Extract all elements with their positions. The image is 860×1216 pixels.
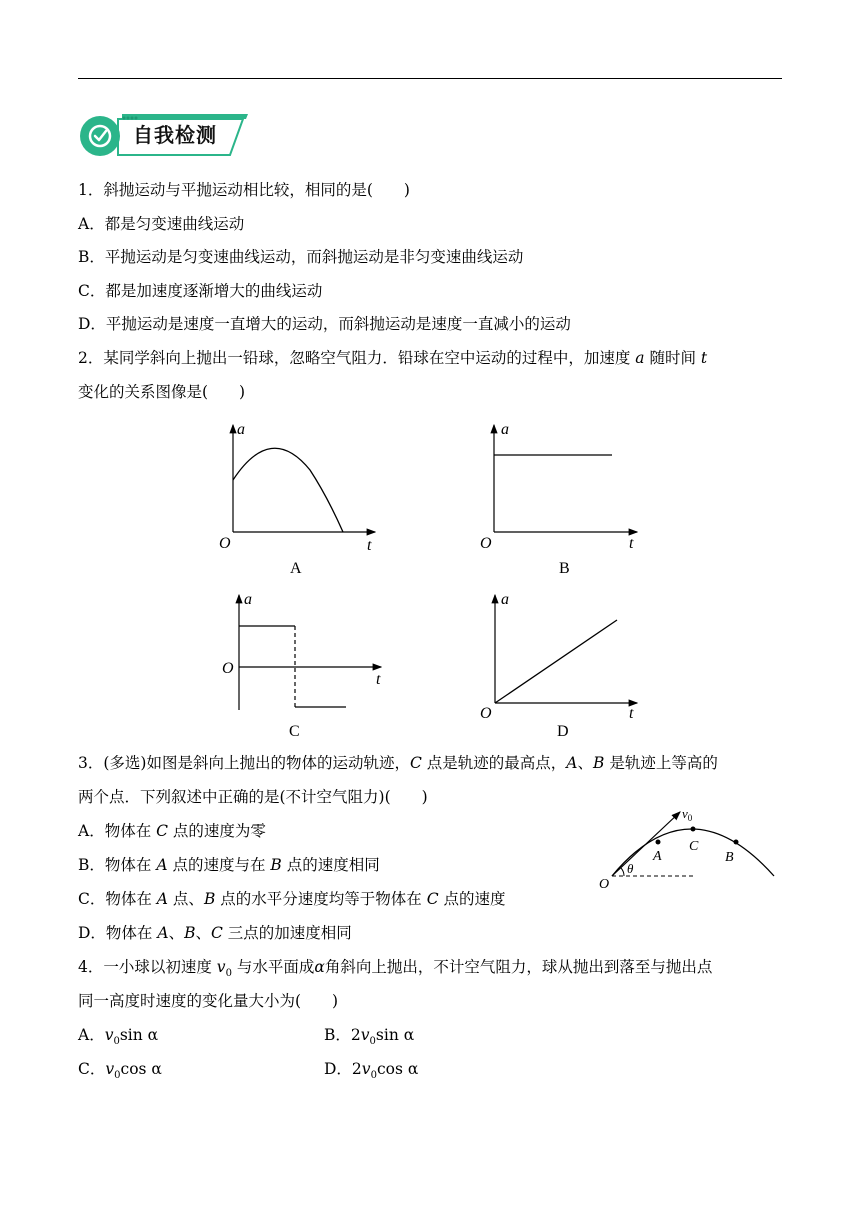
graph-a-caption: A	[290, 560, 302, 577]
graph-b-x-label: t	[629, 535, 634, 552]
q1-stem: 1．斜抛运动与平抛运动相比较，相同的是( )	[78, 181, 410, 199]
graph-d-caption: D	[557, 723, 569, 740]
graph-c-y-label: a	[244, 591, 252, 608]
q1-option-d: D．平抛运动是速度一直增大的运动，而斜抛运动是速度一直减小的运动	[78, 315, 571, 333]
point-c-label: C	[689, 839, 699, 854]
theta-label: θ	[627, 861, 634, 876]
graph-d	[477, 590, 647, 745]
q4-option-a: A．$v_0\sin$ α	[78, 1026, 159, 1048]
graph-d-origin: O	[480, 705, 492, 722]
q3-option-c: C．物体在 A 点、B 点的水平分速度均等于物体在 C 点的速度	[78, 890, 506, 908]
q4-option-d: D．$2v_0\cos$ α	[324, 1060, 419, 1082]
point-a-label: A	[653, 849, 662, 864]
q3-option-b: B．物体在 A 点的速度与在 B 点的速度相同	[78, 856, 380, 874]
graph-c-origin: O	[222, 660, 234, 677]
q3-stem-line2: 两个点．下列叙述中正确的是(不计空气阻力)( )	[78, 788, 428, 806]
graph-b-y-label: a	[501, 421, 509, 438]
q3-option-a: A．物体在 C 点的速度为零	[78, 822, 266, 840]
q4-option-b: B．$2v_0\sin$ α	[324, 1026, 415, 1048]
trajectory-figure	[598, 800, 778, 895]
graph-a	[215, 420, 385, 585]
q4-option-c: C．$v_0\cos$ α	[78, 1060, 162, 1082]
graph-a-origin: O	[219, 535, 231, 552]
graph-b-caption: B	[559, 560, 570, 577]
graph-d-x-label: t	[629, 705, 634, 722]
q4-stem-line1: 4．一小球以初速度 $v_0$ 与水平面成α角斜向上抛出，不计空气阻力，球从抛出到落至与抛出点	[78, 958, 713, 980]
header-rule	[78, 78, 782, 79]
graph-c	[218, 590, 393, 745]
q2-stem-line1: 2．某同学斜向上抛出一铅球，忽略空气阻力．铅球在空中运动的过程中，加速度 a 随时间 t	[78, 349, 708, 367]
graph-c-x-label: t	[376, 671, 381, 688]
point-o-label: O	[599, 877, 610, 892]
q3-stem-line1: 3．(多选)如图是斜向上抛出的物体的运动轨迹，C 点是轨迹的最高点，A、B 是轨迹上等高的	[78, 754, 718, 772]
q1-option-c: C．都是加速度逐渐增大的曲线运动	[78, 282, 323, 300]
section-title: 自我检测	[133, 123, 217, 147]
point-b-label: B	[725, 850, 734, 865]
graph-a-x-label: t	[367, 537, 372, 554]
v0-label: $v_0$	[682, 806, 693, 823]
q2-stem-line2: 变化的关系图像是( )	[78, 383, 246, 401]
graph-d-y-label: a	[501, 591, 509, 608]
q1-option-a: A．都是匀变速曲线运动	[78, 215, 245, 233]
q1-option-b: B．平抛运动是匀变速曲线运动，而斜抛运动是非匀变速曲线运动	[78, 248, 524, 266]
graph-c-caption: C	[289, 723, 300, 740]
graph-b	[477, 420, 647, 585]
q4-stem-line2: 同一高度时速度的变化量大小为( )	[78, 992, 339, 1010]
graph-b-origin: O	[480, 535, 492, 552]
graph-a-y-label: a	[237, 421, 245, 438]
q3-option-d: D．物体在 A、B、C 三点的加速度相同	[78, 924, 352, 942]
